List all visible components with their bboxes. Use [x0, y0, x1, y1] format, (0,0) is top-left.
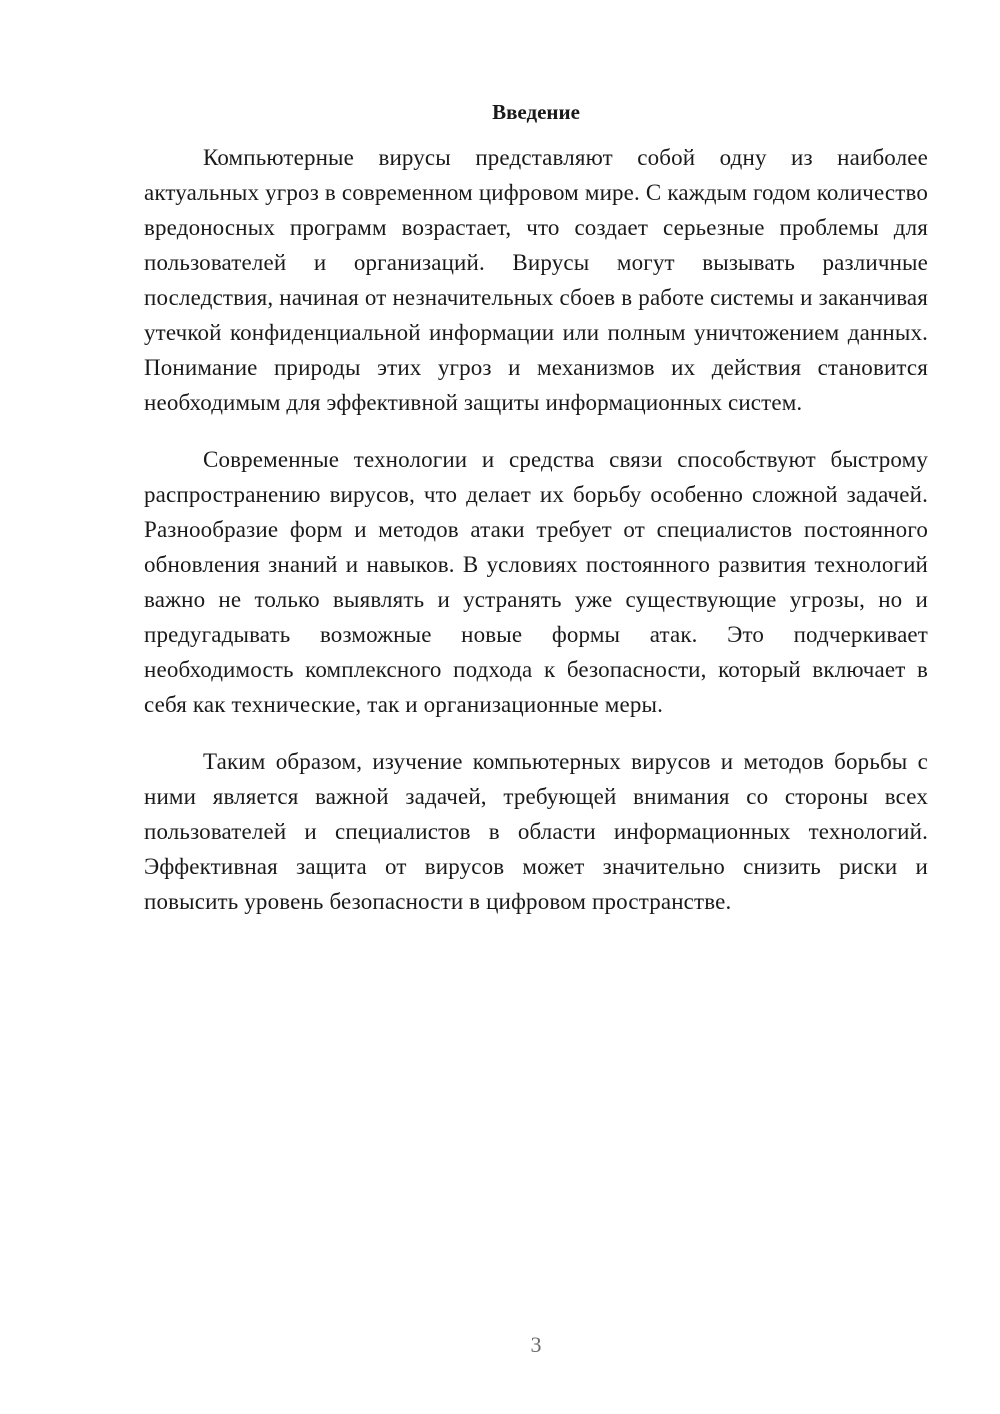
section-title: Введение — [492, 100, 580, 124]
paragraph-3: Таким образом, изучение компьютерных вирусов и методов борьбы с ними является важной задачей, требующей внимания со стороны всех пользователей и специалистов в области информационных технологий. Эффективная защита от вирусов может значительно снизить риски и повысить уровень безопасности в цифровом пространстве. — [144, 749, 928, 914]
page-content — [144, 96, 928, 941]
page-number: 3 — [530, 1332, 542, 1357]
paragraph-2: Современные технологии и средства связи способствуют быстрому распространению вирусов, что делает их борьбу особенно сложной задачей. Разнообразие форм и методов атаки требует от специалистов постоянного обновления знаний и навыков. В условиях постоянного развития технологий важно не только выявлять и устранять уже существующие угрозы, но и предугадывать возможные новые формы атак. Это подчеркивает необходимость комплексного подхода к безопасности, который включает в себя как технические, так и организационные меры. — [144, 447, 928, 717]
paragraph-1: Компьютерные вирусы представляют собой одну из наиболее актуальных угроз в современном цифровом мире. С каждым годом количество вредоносных программ возрастает, что создает серьезные проблемы для пользователей и организаций. Вирусы могут вызывать различные последствия, начиная от незначительных сбоев в работе системы и заканчивая утечкой конфиденциальной информации или полным уничтожением данных. Понимание природы этих угроз и механизмов их действия становится необходимым для эффективной защиты информационных систем. — [144, 145, 928, 415]
